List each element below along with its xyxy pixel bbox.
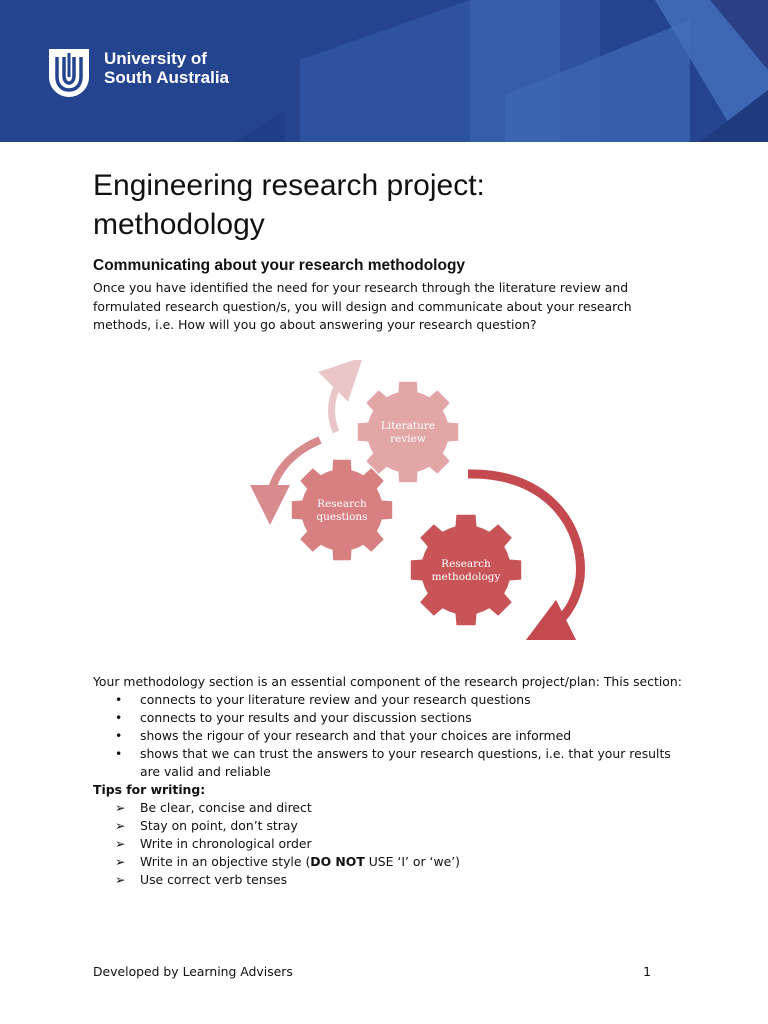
page-title-line1: Engineering research project: bbox=[93, 169, 485, 202]
gear-research-methodology-icon bbox=[411, 515, 521, 625]
tips-list bbox=[93, 799, 683, 889]
list-item: • shows the rigour of your research and that your choices are informed bbox=[115, 728, 572, 743]
bullet-icon: • bbox=[115, 710, 123, 725]
gear-research-questions-label: questions bbox=[316, 511, 368, 523]
university-logo bbox=[47, 47, 91, 99]
arrow-bullet-icon: ➢ bbox=[115, 836, 126, 851]
header-banner bbox=[0, 0, 768, 142]
do-not-emphasis: DO NOT bbox=[310, 854, 365, 869]
list-item: • connects to your literature review and your research questions bbox=[115, 692, 531, 707]
gear-research-methodology-label: methodology bbox=[431, 571, 501, 583]
methodology-lead: Your methodology section is an essential component of the research project/plan: This section: bbox=[93, 674, 682, 689]
list-item: ➢ Write in an objective style (DO NOT USE ‘I’ or ‘we’) bbox=[115, 854, 460, 869]
university-name bbox=[104, 49, 229, 87]
gear-literature-review-icon bbox=[358, 382, 458, 482]
gear-literature-review-label: Literature bbox=[380, 420, 436, 432]
page-footer bbox=[93, 964, 651, 979]
arrow-bullet-icon: ➢ bbox=[115, 800, 126, 815]
intro-paragraph: Once you have identified the need for your research through the literature review and formulated research question/s, you will design and communicate about your research methods, i.e. How will you go about answering your research question? bbox=[93, 280, 632, 332]
section-heading: Communicating about your research methodology bbox=[93, 257, 466, 274]
list-item: • shows that we can trust the answers to your research questions, i.e. that your results are valid and reliable bbox=[115, 746, 671, 779]
bullet-icon: • bbox=[115, 746, 123, 761]
arrow-bullet-icon: ➢ bbox=[115, 872, 126, 887]
arrow-bullet-icon: ➢ bbox=[115, 818, 126, 833]
arrow-to-literature-review bbox=[332, 372, 348, 432]
gear-research-methodology-label: Research bbox=[441, 558, 491, 570]
university-name-line1: University of bbox=[104, 49, 207, 68]
page-title-line2: methodology bbox=[93, 208, 265, 241]
arrow-bullet-icon: ➢ bbox=[115, 854, 126, 869]
gear-research-questions-label: Research bbox=[317, 498, 367, 510]
bullet-icon: • bbox=[115, 728, 123, 743]
gear-literature-review-label: review bbox=[390, 433, 426, 445]
methodology-section bbox=[93, 673, 683, 889]
university-name-line2: South Australia bbox=[104, 68, 229, 87]
methodology-bullet-list bbox=[93, 691, 683, 781]
list-item: ➢ Be clear, concise and direct bbox=[115, 800, 312, 815]
list-item: ➢ Write in chronological order bbox=[115, 836, 312, 851]
list-item: ➢ Use correct verb tenses bbox=[115, 872, 288, 887]
list-item: • connects to your results and your discussion sections bbox=[115, 710, 472, 725]
page-title bbox=[93, 166, 485, 244]
list-item: ➢ Stay on point, don’t stray bbox=[115, 818, 298, 833]
bullet-icon: • bbox=[115, 692, 123, 707]
tips-heading: Tips for writing: bbox=[93, 782, 206, 797]
page-number: 1 bbox=[643, 964, 651, 979]
footer-credit: Developed by Learning Advisers bbox=[93, 964, 293, 979]
research-cycle-diagram bbox=[250, 360, 590, 645]
gear-research-questions-icon bbox=[292, 460, 392, 560]
